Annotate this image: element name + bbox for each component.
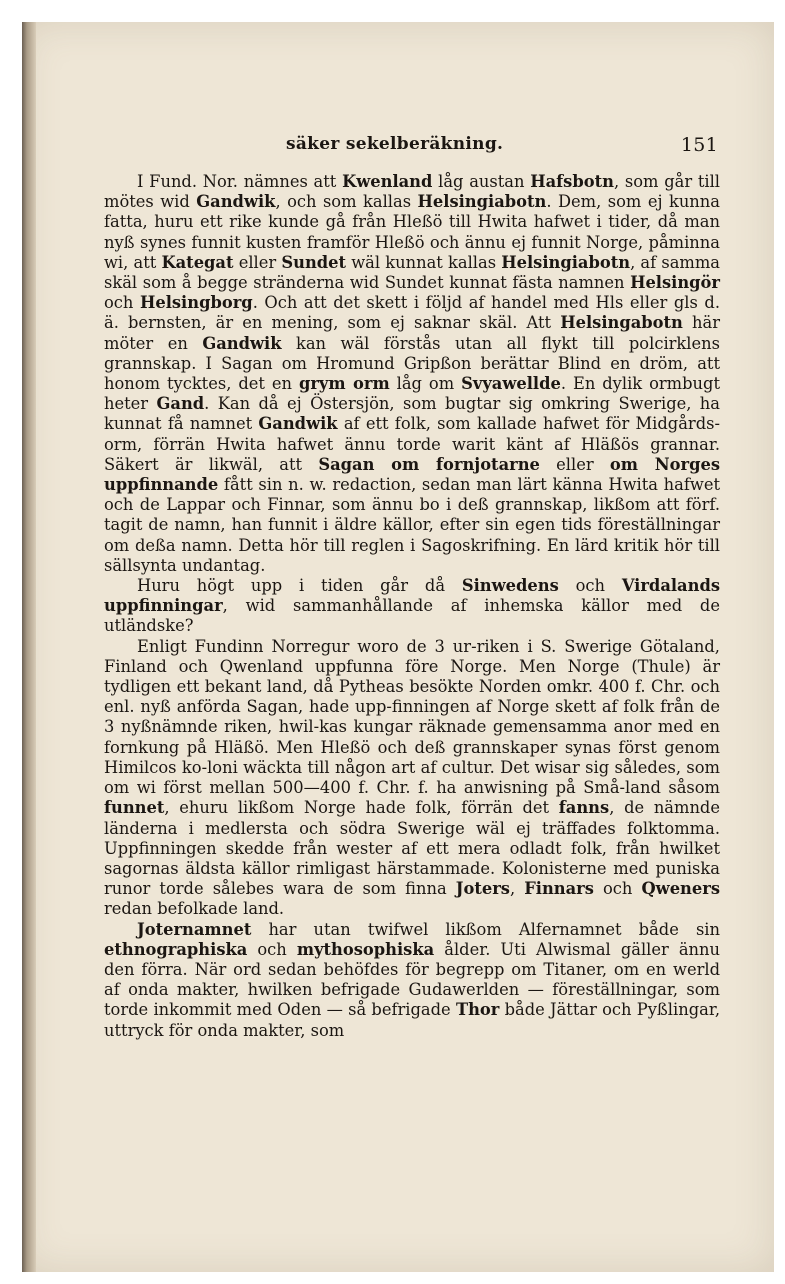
emphasized-term: mythosophiska [296, 939, 435, 959]
text-run: har utan twifwel likßom Alfernamnet både sin [251, 919, 720, 939]
emphasized-term: Hafsbotn [530, 172, 614, 191]
paragraph-1 [104, 172, 720, 576]
emphasized-term: Joters [455, 879, 510, 899]
text-run: , [509, 879, 525, 899]
text-run: eller [539, 454, 610, 474]
emphasized-term: Finnars [524, 879, 594, 899]
text-run: och [593, 879, 642, 899]
emphasized-term: Gand [156, 394, 205, 414]
text-run: I Fund. Nor. nämnes att [137, 172, 343, 191]
text-run: . Dem, som ej kunna fatta, huru ett rike kunde gå från Hleßö till Hwita hafwet i tider, då man nyß synes funnit kusten framför Hleßö och ännu ej funnit Norge, påminna wi, att [104, 192, 720, 272]
text-run: ålder. Uti Alwismal gäller ännu den förra. När ord sedan behöfdes för begrepp om Titaner, om en werld af onda makter, hwilken befrigade Gudawerlden — föreställningar, som torde inkommit med Oden — så befrigade [104, 939, 720, 1020]
text-run: här möter en [104, 313, 720, 353]
text-run: och [558, 576, 622, 596]
emphasized-term: Helsingborg [139, 293, 253, 313]
text-run: , och som kallas [275, 192, 418, 212]
emphasized-term: Sagan om fornjotarne [318, 454, 540, 474]
text-run: wäl kunnat kallas [346, 252, 502, 272]
text-run: och [104, 293, 140, 313]
text-run: , de nämnde länderna i medlersta och södra Swerige wäl ej träffades folktomma. Uppfinningen skedde från wester af ett mera odladt folk, från hwilket sagornas äldsta källor rimligast härstammade. Kolonisterne med puniska runor torde sålebes wara de som finna [104, 798, 720, 899]
emphasized-term: Helsingiabotn [501, 252, 631, 272]
text-run: , ehuru likßom Norge hade folk, förrän det [164, 798, 559, 818]
text-run: fått sin n. w. redaction, sedan man lärt känna Hwita hafwet och de Lappar och Finnar, som ännu bo i deß grannskap, likßom att förf. tagit de namn, han funnit i äldre källor, efter sin egen tids föreställningar om deßa namn. Detta hör till reglen i Sagoskrifning. En lärd kritik hör till sällsynta undantag. [104, 475, 720, 575]
text-run: och [247, 939, 297, 959]
paragraph-2 [104, 576, 720, 637]
emphasized-term: Qweners [641, 879, 720, 899]
text-run: . En dylik ormbugt heter [104, 374, 720, 414]
paragraph-4 [104, 920, 720, 1041]
text-run: både Jättar och Pyßlingar, uttryck för onda makter, som [104, 1000, 720, 1040]
emphasized-term: Kwenland [342, 172, 433, 191]
emphasized-term: fanns [558, 798, 610, 818]
text-run: redan befolkade land. [104, 899, 285, 919]
emphasized-term: funnet [104, 798, 165, 818]
body-text [104, 172, 720, 1041]
text-run: kan wäl förstås utan all flykt till polcirklens grannskap. I Sagan om Hromund Gripßon berättar Blind en dröm, att honom tycktes, det en [104, 333, 720, 394]
text-run: , som går till mötes wid [104, 172, 720, 212]
emphasized-term: Joternamnet [137, 919, 252, 939]
emphasized-term: Kategat [161, 252, 234, 272]
text-run: eller [233, 252, 282, 272]
emphasized-term: Virdalands uppfinningar [104, 576, 720, 616]
emphasized-term: grym orm [298, 374, 390, 394]
emphasized-term: Sinwedens [461, 576, 559, 596]
page-gutter-shadow [22, 22, 36, 1272]
running-head-title: säker sekelberäkning. [286, 134, 504, 154]
emphasized-term: Svyawellde [461, 374, 561, 394]
emphasized-term: ethnographiska [104, 939, 248, 959]
paragraph-3 [104, 637, 720, 920]
text-run: . Kan då ej Östersjön, som bugtar sig omkring Swerige, ha kunnat få namnet [104, 394, 721, 434]
text-run: af ett folk, som kallade hafwet för Midgårds-orm, förrän Hwita hafwet ännu torde warit känt af Hläßös grannar. Säkert är likwäl, att [104, 414, 720, 474]
emphasized-term: Thor [455, 1000, 500, 1020]
emphasized-term: Helsingabotn [560, 313, 683, 333]
text-run: . Och att det skett i följd af handel med Hls eller gls d. ä. bernsten, är en mening, som ej saknar skäl. Att [104, 293, 720, 333]
emphasized-term: Helsingör [630, 273, 720, 293]
text-run: låg austan [432, 172, 531, 191]
emphasized-term: Gandwik [258, 414, 338, 434]
page-number: 151 [680, 134, 718, 156]
text-run: låg om [389, 374, 462, 394]
emphasized-term: Sundet [281, 252, 347, 272]
emphasized-term: Gandwik [202, 333, 282, 353]
text-run: Huru högt upp i tiden går då [137, 576, 462, 596]
text-run: Enligt Fundinn Norregur woro de 3 ur-riken i S. Swerige Götaland, Finland och Qwenland uppfunna före Norge. Men Norge (Thule) är tydligen ett bekant land, då Pytheas besökte Norden omkr. 400 f. Chr. och enl. nyß anförda Sagan, hade upp-finningen af Norge skett af folk från de 3 nyßnämnde riken, hwil-kas kungar räknade gemensamma anor med en fornkung på Hläßö. Men Hleßö och deß grannskaper synas först genom Himilcos ko-loni wäckta till någon art af cultur. Det wisar sig således, som om wi först mellan 500—400 f. Chr. f. ha anwisning på Små-land såsom [104, 636, 720, 798]
emphasized-term: Helsingiabotn [417, 192, 547, 212]
text-run: , af samma skäl som å begge stränderna wid Sundet kunnat fästa namnen [104, 252, 720, 293]
text-run: , wid sammanhållande af inhemska källor med de utländske? [104, 596, 720, 636]
book-page [22, 22, 774, 1272]
running-head [82, 134, 718, 160]
emphasized-term: Gandwik [196, 192, 276, 212]
emphasized-term: om Norges uppfinnande [104, 454, 720, 495]
